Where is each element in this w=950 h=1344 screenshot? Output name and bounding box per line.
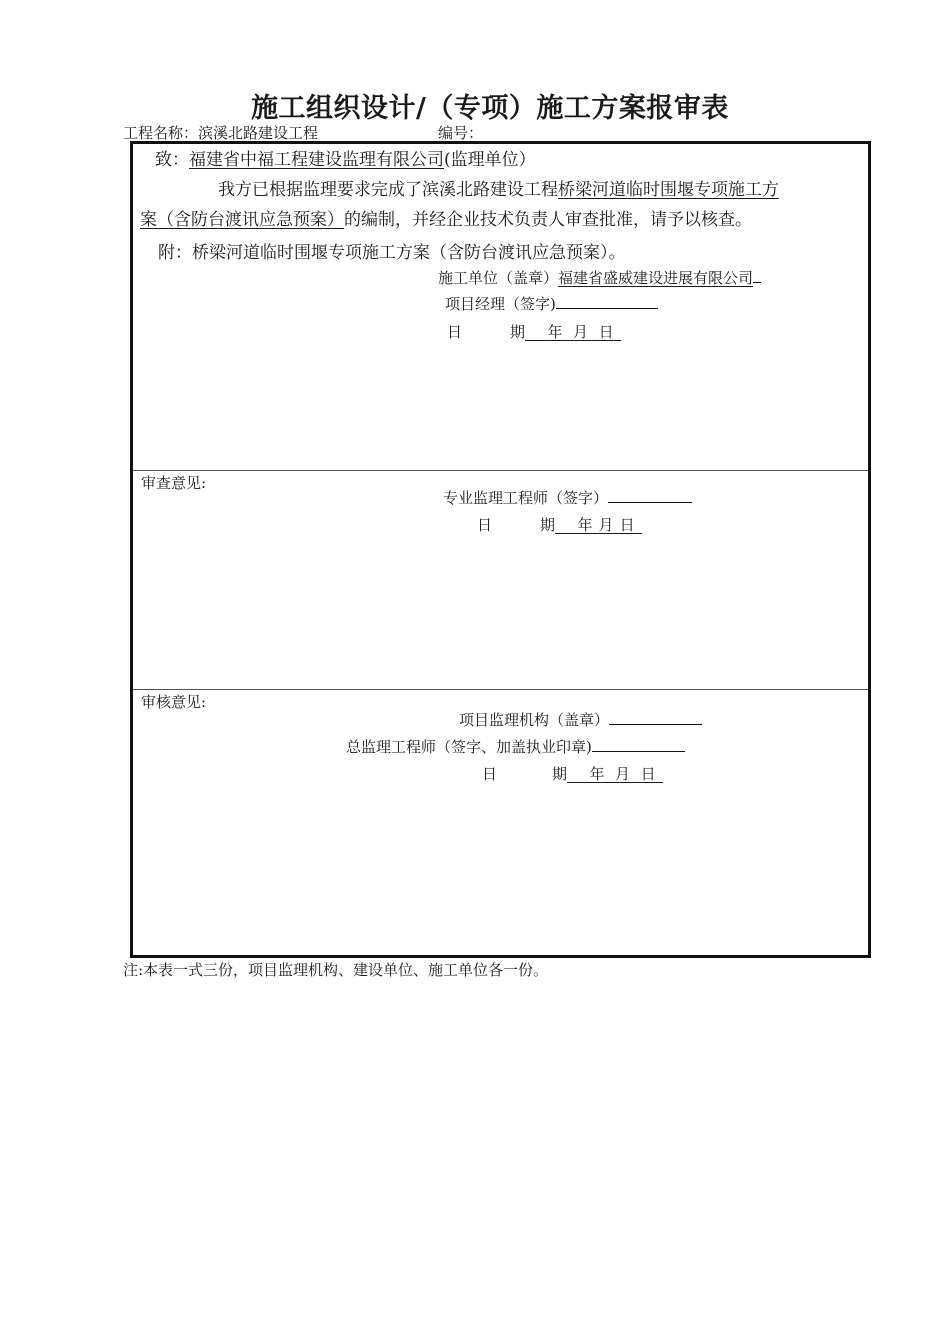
body-line-1	[218, 175, 779, 200]
plan-name-part2: 案（含防台渡讯应急预案）	[140, 210, 344, 230]
project-manager-signature-blank	[556, 293, 658, 309]
date-period-label: 期	[510, 323, 526, 341]
section-divider-review	[133, 470, 868, 471]
footer-note: 注:本表一式三份，项目监理机构、建设单位、施工单位各一份。	[123, 961, 549, 979]
approval-date-line	[482, 763, 663, 784]
supervisor-unit-label: (监理单位）	[444, 150, 536, 170]
project-manager-label: 项目经理（签字)	[445, 295, 556, 313]
body-line-2-suffix: 的编制，并经企业技术负责人审查批准，请予以核查。	[344, 210, 752, 230]
chief-engineer-label: 总监理工程师（签字、加盖执业印章)	[346, 738, 592, 756]
body-line-1-prefix: 我方已根据监理要求完成了滨溪北路建设工程	[218, 180, 558, 200]
supervision-agency-label: 项目监理机构（盖章）	[459, 711, 610, 729]
date-day-label: 日	[482, 765, 498, 783]
chief-engineer-signature-blank	[592, 736, 685, 752]
submission-date-line	[447, 321, 621, 342]
attachment-line: 附：桥梁河道临时围堰专项施工方案（含防台渡讯应急预案）。	[158, 243, 626, 263]
review-date-line	[477, 514, 642, 535]
form-frame	[130, 141, 871, 958]
section-divider-approval	[133, 689, 868, 690]
submission-date-blank: 年 月 日	[547, 323, 614, 341]
date-day-label: 日	[447, 323, 463, 341]
specialty-engineer-signature	[443, 487, 692, 508]
specialty-engineer-signature-blank	[608, 487, 692, 503]
addressee-line	[155, 145, 536, 170]
date-day-label: 日	[477, 516, 493, 534]
form-number-label: 编号：	[438, 124, 484, 142]
addressee-prefix: 致：	[155, 150, 189, 170]
chief-engineer-signature	[346, 736, 685, 757]
project-manager-signature	[445, 293, 658, 314]
project-name-label: 工程名称：	[123, 124, 199, 142]
project-name-field	[123, 122, 318, 143]
review-heading: 审查意见:	[141, 474, 207, 492]
date-period-label: 期	[552, 765, 568, 783]
approval-heading: 审核意见:	[141, 693, 207, 711]
project-name-value: 滨溪北路建设工程	[198, 124, 319, 142]
form-title: 施工组织设计/（专项）施工方案报审表	[251, 93, 729, 124]
date-period-label: 期	[540, 516, 556, 534]
specialty-engineer-label: 专业监理工程师（签字）	[443, 489, 609, 507]
contractor-label: 施工单位（盖章）	[438, 269, 559, 287]
contractor-line	[438, 267, 761, 288]
body-line-2	[140, 205, 752, 230]
contractor-name: 福建省盛威建设进展有限公司	[558, 269, 754, 287]
supervision-agency-seal	[459, 709, 702, 730]
approval-date-blank: 年 月 日	[589, 765, 656, 783]
supervision-agency-seal-blank	[609, 709, 702, 725]
review-date-blank: 年 月 日	[577, 516, 635, 534]
supervisor-company: 福建省中福工程建设监理有限公司	[189, 150, 444, 170]
plan-name-part1: 桥梁河道临时围堰专项施工方	[558, 180, 779, 200]
